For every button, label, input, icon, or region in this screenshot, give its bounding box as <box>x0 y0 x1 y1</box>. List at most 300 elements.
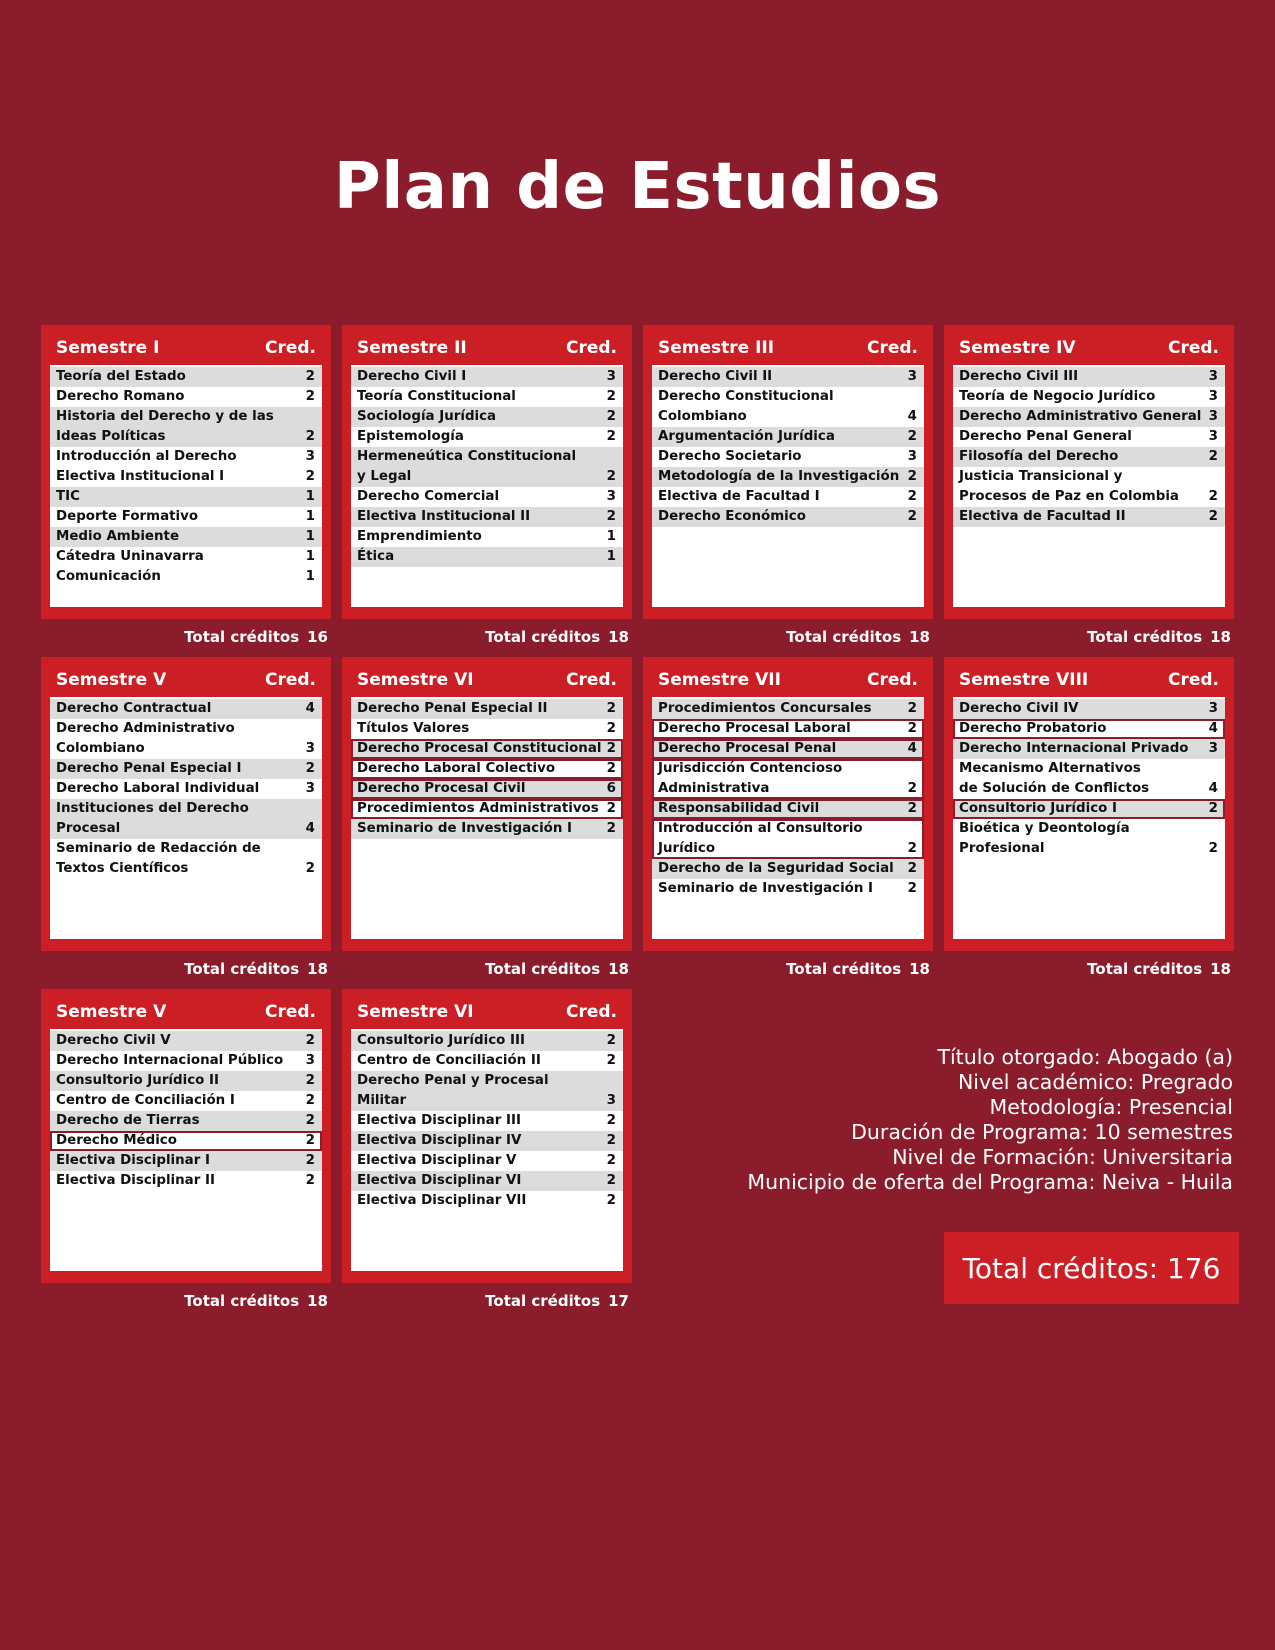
course-name: Derecho Penal Especial I <box>56 761 242 776</box>
info-line-duration: Duración de Programa: 10 semestres <box>851 1120 1233 1144</box>
course-credits: 2 <box>606 1133 616 1148</box>
course-credits: 2 <box>606 761 616 776</box>
course-credits: 3 <box>1208 741 1218 756</box>
course-name: Introducción al Derecho <box>56 449 237 464</box>
course-credits: 1 <box>305 549 315 564</box>
course-name: Teoría del Estado <box>56 369 186 384</box>
course-credits: 3 <box>606 1093 616 1108</box>
course-name: Derecho Económico <box>658 509 806 524</box>
semester-title: Semestre I <box>56 338 160 358</box>
course-credits: 3 <box>1208 701 1218 716</box>
course-credits: 3 <box>907 449 917 464</box>
course-credits: 2 <box>907 509 917 524</box>
course-credits: 2 <box>1208 841 1218 856</box>
course-name: Derecho Probatorio <box>959 721 1107 736</box>
program-info <box>747 1045 1233 1195</box>
course-name: Metodología de la Investigación <box>658 469 900 484</box>
course-list <box>351 1029 623 1271</box>
course-row <box>50 407 322 447</box>
course-credits: 2 <box>606 1053 616 1068</box>
course-row <box>351 1191 623 1211</box>
info-line-level: Nivel académico: Pregrado <box>957 1070 1233 1094</box>
course-row <box>50 1071 322 1091</box>
course-credits: 4 <box>1208 781 1218 796</box>
credits-column-label: Cred. <box>264 338 316 358</box>
course-name: Historia del Derecho y de las Ideas Políticas <box>56 409 274 444</box>
semester-title: Semestre VI <box>357 670 474 690</box>
semester-total-label: Total créditos <box>786 628 902 646</box>
course-credits: 3 <box>606 489 616 504</box>
course-name: Derecho Civil I <box>357 369 467 384</box>
course-credits: 2 <box>907 429 917 444</box>
course-name: Consultorio Jurídico I <box>959 801 1117 816</box>
course-name: Derecho Administrativo Colombiano <box>56 721 235 756</box>
course-credits: 2 <box>305 1133 315 1148</box>
course-row <box>50 467 322 487</box>
course-row <box>351 1051 623 1071</box>
course-name: Electiva Disciplinar VI <box>357 1173 522 1188</box>
course-row <box>351 1171 623 1191</box>
course-row <box>50 1131 322 1151</box>
course-credits: 2 <box>305 1173 315 1188</box>
course-row <box>50 839 322 879</box>
course-credits: 3 <box>305 449 315 464</box>
semester-total-value: 18 <box>608 628 629 646</box>
course-name: Procedimientos Administrativos <box>357 801 599 816</box>
course-row <box>953 427 1225 447</box>
semester-title: Semestre V <box>56 670 167 690</box>
course-credits: 2 <box>305 429 315 444</box>
course-credits: 3 <box>606 369 616 384</box>
course-credits: 3 <box>305 1053 315 1068</box>
course-row <box>50 567 322 587</box>
course-row <box>652 487 924 507</box>
course-name: Deporte Formativo <box>56 509 199 524</box>
semester-title: Semestre VIII <box>959 670 1089 690</box>
course-credits: 2 <box>1208 801 1218 816</box>
course-row <box>50 719 322 759</box>
course-row <box>953 507 1225 527</box>
course-name: Derecho Comercial <box>357 489 500 504</box>
course-row <box>50 507 322 527</box>
course-name: Jurisdicción Contencioso Administrativa <box>658 761 843 796</box>
course-credits: 3 <box>1208 429 1218 444</box>
semester-total <box>941 960 1231 978</box>
course-name: Seminario de Investigación I <box>357 821 573 836</box>
course-row <box>652 467 924 487</box>
course-row <box>351 699 623 719</box>
course-row <box>652 447 924 467</box>
course-credits: 2 <box>305 1153 315 1168</box>
course-row <box>351 1131 623 1151</box>
course-name: Derecho Civil II <box>658 369 773 384</box>
course-name: Derecho de la Seguridad Social <box>658 861 894 876</box>
semester-total <box>640 628 930 646</box>
course-name: TIC <box>56 489 80 504</box>
course-row <box>50 1111 322 1131</box>
course-credits: 2 <box>606 1153 616 1168</box>
course-credits: 2 <box>606 409 616 424</box>
credits-column-label: Cred. <box>1167 338 1219 358</box>
info-line-degree: Título otorgado: Abogado (a) <box>937 1045 1233 1069</box>
course-credits: 3 <box>1208 389 1218 404</box>
course-row <box>50 447 322 467</box>
semester-total-label: Total créditos <box>485 1292 601 1310</box>
semester-total-label: Total créditos <box>184 1292 300 1310</box>
course-row <box>50 799 322 839</box>
course-row <box>351 1031 623 1051</box>
course-name: Electiva Disciplinar I <box>56 1153 210 1168</box>
course-row <box>953 387 1225 407</box>
credits-column-label: Cred. <box>1167 670 1219 690</box>
semester-card <box>342 657 632 951</box>
course-credits: 2 <box>907 861 917 876</box>
course-name: Derecho Laboral Individual <box>56 781 260 796</box>
course-list <box>652 365 924 607</box>
course-credits: 3 <box>305 781 315 796</box>
course-credits: 2 <box>907 721 917 736</box>
semester-card <box>41 989 331 1283</box>
course-row <box>652 387 924 427</box>
course-name: Filosofía del Derecho <box>959 449 1119 464</box>
course-credits: 3 <box>305 741 315 756</box>
course-name: Seminario de Investigación I <box>658 881 874 896</box>
semester-header <box>56 665 316 695</box>
semester-card <box>643 325 933 619</box>
course-name: Emprendimiento <box>357 529 482 544</box>
semester-total <box>640 960 930 978</box>
course-row <box>953 719 1225 739</box>
course-credits: 2 <box>305 1113 315 1128</box>
course-list <box>50 697 322 939</box>
course-credits: 4 <box>907 741 917 756</box>
course-row <box>652 699 924 719</box>
semester-title: Semestre VI <box>357 1002 474 1022</box>
course-row <box>50 699 322 719</box>
course-credits: 2 <box>606 1193 616 1208</box>
course-credits: 2 <box>606 721 616 736</box>
course-row <box>351 387 623 407</box>
course-name: Derecho Procesal Laboral <box>658 721 851 736</box>
course-credits: 2 <box>606 701 616 716</box>
semester-total-label: Total créditos <box>485 960 601 978</box>
semester-card <box>944 325 1234 619</box>
course-row <box>351 427 623 447</box>
course-credits: 2 <box>907 489 917 504</box>
course-credits: 3 <box>907 369 917 384</box>
course-name: Consultorio Jurídico II <box>56 1073 219 1088</box>
course-row <box>50 1171 322 1191</box>
semester-total-value: 17 <box>608 1292 629 1310</box>
course-credits: 2 <box>606 509 616 524</box>
grand-total-badge: Total créditos: 176 <box>944 1232 1239 1304</box>
course-name: Derecho Civil III <box>959 369 1079 384</box>
course-row <box>351 739 623 759</box>
info-line-training: Nivel de Formación: Universitaria <box>892 1145 1233 1169</box>
course-credits: 1 <box>305 569 315 584</box>
semester-header <box>658 665 918 695</box>
course-name: Procedimientos Concursales <box>658 701 872 716</box>
course-credits: 2 <box>606 741 616 756</box>
course-credits: 2 <box>606 1173 616 1188</box>
course-credits: 2 <box>305 861 315 876</box>
course-row <box>652 367 924 387</box>
course-credits: 1 <box>305 529 315 544</box>
semester-total-label: Total créditos <box>184 960 300 978</box>
semester-total <box>38 628 328 646</box>
semester-card <box>944 657 1234 951</box>
semester-total-value: 18 <box>307 1292 328 1310</box>
course-name: Derecho Societario <box>658 449 802 464</box>
semester-header <box>357 665 617 695</box>
course-name: Derecho Procesal Penal <box>658 741 837 756</box>
course-name: Teoría Constitucional <box>357 389 516 404</box>
semester-card <box>41 325 331 619</box>
info-line-municipality: Municipio de oferta del Programa: Neiva - Huila <box>747 1170 1233 1194</box>
semester-header <box>56 333 316 363</box>
course-credits: 1 <box>305 509 315 524</box>
semester-total-value: 18 <box>307 960 328 978</box>
course-credits: 2 <box>907 801 917 816</box>
semester-total-value: 18 <box>1210 628 1231 646</box>
semester-total <box>941 628 1231 646</box>
course-row <box>953 447 1225 467</box>
course-name: Centro de Conciliación I <box>56 1093 235 1108</box>
course-name: Ética <box>357 549 395 564</box>
course-row <box>351 719 623 739</box>
course-row <box>351 407 623 427</box>
credits-column-label: Cred. <box>565 670 617 690</box>
course-name: Electiva Disciplinar III <box>357 1113 521 1128</box>
course-credits: 2 <box>305 761 315 776</box>
course-row <box>652 507 924 527</box>
course-row <box>953 699 1225 719</box>
course-name: Teoría de Negocio Jurídico <box>959 389 1156 404</box>
course-row <box>351 779 623 799</box>
course-name: Derecho Contractual <box>56 701 212 716</box>
course-credits: 4 <box>1208 721 1218 736</box>
course-credits: 2 <box>1208 489 1218 504</box>
credits-column-label: Cred. <box>866 338 918 358</box>
course-row <box>953 759 1225 799</box>
course-row <box>50 1151 322 1171</box>
course-row <box>953 739 1225 759</box>
course-name: Derecho Constitucional Colombiano <box>658 389 834 424</box>
course-row <box>351 1071 623 1111</box>
course-name: Derecho Laboral Colectivo <box>357 761 556 776</box>
course-name: Sociología Jurídica <box>357 409 497 424</box>
course-row <box>652 879 924 899</box>
course-credits: 1 <box>606 529 616 544</box>
course-list <box>50 1029 322 1271</box>
semester-header <box>959 665 1219 695</box>
course-name: Medio Ambiente <box>56 529 180 544</box>
semester-header <box>959 333 1219 363</box>
course-row <box>652 739 924 759</box>
course-row <box>50 387 322 407</box>
course-list <box>351 697 623 939</box>
course-name: Electiva Disciplinar IV <box>357 1133 522 1148</box>
course-credits: 4 <box>305 821 315 836</box>
course-credits: 2 <box>305 1093 315 1108</box>
course-credits: 2 <box>606 801 616 816</box>
semester-total-label: Total créditos <box>184 628 300 646</box>
course-credits: 2 <box>305 469 315 484</box>
semester-total-value: 16 <box>307 628 328 646</box>
credits-column-label: Cred. <box>565 338 617 358</box>
course-row <box>953 407 1225 427</box>
course-list <box>351 365 623 607</box>
course-credits: 2 <box>1208 449 1218 464</box>
semester-total-value: 18 <box>909 628 930 646</box>
course-credits: 4 <box>907 409 917 424</box>
semester-total-value: 18 <box>909 960 930 978</box>
semester-total <box>339 1292 629 1310</box>
course-credits: 2 <box>305 369 315 384</box>
semester-total-label: Total créditos <box>1087 628 1203 646</box>
course-name: Hermeneútica Constitucional y Legal <box>357 449 577 484</box>
course-credits: 2 <box>606 389 616 404</box>
semester-title: Semestre II <box>357 338 467 358</box>
info-line-method: Metodología: Presencial <box>989 1095 1233 1119</box>
course-row <box>652 759 924 799</box>
course-row <box>351 547 623 567</box>
semester-title: Semestre VII <box>658 670 781 690</box>
course-name: Electiva Institucional I <box>56 469 225 484</box>
course-name: Seminario de Redacción de Textos Científicos <box>56 841 261 876</box>
course-row <box>351 447 623 487</box>
semester-total <box>339 960 629 978</box>
course-credits: 2 <box>606 821 616 836</box>
course-credits: 2 <box>305 1073 315 1088</box>
course-name: Electiva Disciplinar II <box>56 1173 215 1188</box>
semester-total-label: Total créditos <box>786 960 902 978</box>
course-name: Cátedra Uninavarra <box>56 549 204 564</box>
semester-card <box>643 657 933 951</box>
course-name: Títulos Valores <box>357 721 470 736</box>
course-name: Derecho Procesal Civil <box>357 781 526 796</box>
course-name: Introducción al Consultorio Jurídico <box>658 821 863 856</box>
course-row <box>351 507 623 527</box>
course-name: Derecho Civil IV <box>959 701 1079 716</box>
course-row <box>351 799 623 819</box>
course-row <box>652 819 924 859</box>
semester-title: Semestre IV <box>959 338 1076 358</box>
course-row <box>953 799 1225 819</box>
course-row <box>50 759 322 779</box>
semester-header <box>357 997 617 1027</box>
course-credits: 1 <box>305 489 315 504</box>
course-credits: 2 <box>305 1033 315 1048</box>
course-row <box>50 1031 322 1051</box>
semester-total-value: 18 <box>608 960 629 978</box>
course-credits: 2 <box>907 881 917 896</box>
semester-header <box>357 333 617 363</box>
semester-total <box>339 628 629 646</box>
course-name: Derecho Romano <box>56 389 185 404</box>
course-credits: 2 <box>907 701 917 716</box>
course-name: Electiva de Facultad I <box>658 489 820 504</box>
course-name: Electiva Disciplinar V <box>357 1153 517 1168</box>
course-name: Comunicación <box>56 569 161 584</box>
semester-total-value: 18 <box>1210 960 1231 978</box>
course-credits: 1 <box>606 549 616 564</box>
course-row <box>50 1051 322 1071</box>
course-row <box>50 367 322 387</box>
semester-card <box>41 657 331 951</box>
course-row <box>953 367 1225 387</box>
course-name: Centro de Conciliación II <box>357 1053 541 1068</box>
course-name: Electiva Institucional II <box>357 509 531 524</box>
course-row <box>50 779 322 799</box>
page-title: Plan de Estudios <box>333 150 942 224</box>
course-name: Derecho Penal General <box>959 429 1132 444</box>
course-row <box>50 527 322 547</box>
credits-column-label: Cred. <box>264 670 316 690</box>
course-row <box>351 819 623 839</box>
course-list <box>50 365 322 607</box>
course-credits: 2 <box>305 389 315 404</box>
course-row <box>50 487 322 507</box>
course-credits: 3 <box>1208 369 1218 384</box>
semester-total <box>38 960 328 978</box>
semester-card <box>342 989 632 1283</box>
course-row <box>953 819 1225 859</box>
semester-total-label: Total créditos <box>1087 960 1203 978</box>
course-name: Bioética y Deontología Profesional <box>959 821 1130 856</box>
course-list <box>953 697 1225 939</box>
course-name: Electiva Disciplinar VII <box>357 1193 527 1208</box>
course-row <box>351 1151 623 1171</box>
course-name: Consultorio Jurídico III <box>357 1033 525 1048</box>
course-list <box>953 365 1225 607</box>
course-credits: 6 <box>606 781 616 796</box>
course-name: Instituciones del Derecho Procesal <box>56 801 249 836</box>
course-name: Derecho de Tierras <box>56 1113 200 1128</box>
course-row <box>351 487 623 507</box>
course-row <box>652 859 924 879</box>
course-name: Mecanismo Alternativos de Solución de Conflictos <box>959 761 1150 796</box>
credits-column-label: Cred. <box>866 670 918 690</box>
course-name: Epistemología <box>357 429 464 444</box>
course-row <box>652 799 924 819</box>
course-name: Derecho Penal Especial II <box>357 701 548 716</box>
course-row <box>351 527 623 547</box>
course-row <box>50 547 322 567</box>
course-credits: 4 <box>305 701 315 716</box>
course-credits: 2 <box>1208 509 1218 524</box>
semester-title: Semestre III <box>658 338 775 358</box>
course-name: Derecho Penal y Procesal Militar <box>357 1073 549 1108</box>
course-credits: 2 <box>907 469 917 484</box>
course-name: Derecho Procesal Constitucional <box>357 741 602 756</box>
course-name: Derecho Internacional Privado <box>959 741 1189 756</box>
course-credits: 2 <box>606 1033 616 1048</box>
course-row <box>351 367 623 387</box>
course-credits: 2 <box>606 1113 616 1128</box>
course-name: Electiva de Facultad II <box>959 509 1126 524</box>
course-name: Derecho Administrativo General <box>959 409 1202 424</box>
course-name: Derecho Civil V <box>56 1033 171 1048</box>
course-credits: 2 <box>606 469 616 484</box>
semester-title: Semestre V <box>56 1002 167 1022</box>
course-row <box>652 427 924 447</box>
course-credits: 3 <box>1208 409 1218 424</box>
semester-header <box>56 997 316 1027</box>
course-credits: 2 <box>907 841 917 856</box>
course-row <box>351 1111 623 1131</box>
credits-column-label: Cred. <box>565 1002 617 1022</box>
